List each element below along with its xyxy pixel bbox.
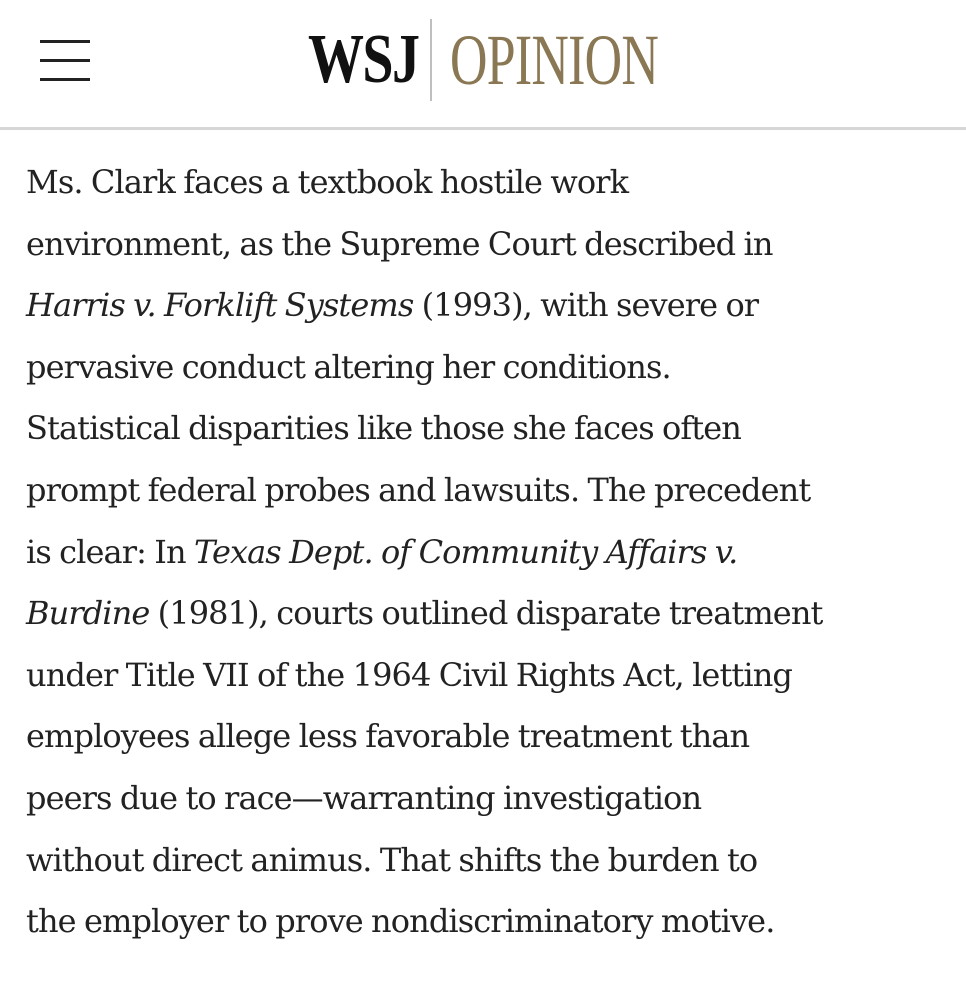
paragraph-line: pervasive conduct altering her conditions.: [26, 347, 671, 386]
article-paragraph: [26, 152, 946, 953]
paragraph-line: under Title VII of the 1964 Civil Rights Act, letting: [26, 655, 792, 694]
case-name-harris: Harris v. Forklift Systems: [26, 286, 414, 325]
paragraph-line: employees allege less favorable treatment than: [26, 717, 750, 756]
logo-section-opinion: OPINION: [450, 20, 659, 100]
paragraph-line: without direct animus. That shifts the burden to: [26, 840, 758, 879]
paragraph-line: [26, 522, 946, 584]
paragraph-line-rest: (1981), courts outlined disparate treatment: [149, 594, 823, 633]
paragraph-line: environment, as the Supreme Court described in: [26, 224, 773, 263]
paragraph-line: Ms. Clark faces a textbook hostile work: [26, 163, 629, 201]
app-header: [0, 0, 966, 130]
paragraph-line: prompt federal probes and lawsuits. The precedent: [26, 470, 811, 509]
case-name-texas-dept: Texas Dept. of Community Affairs v.: [193, 532, 738, 571]
paragraph-line: the employer to prove nondiscriminatory motive.: [26, 902, 775, 941]
logo-wsj: WSJ: [308, 21, 419, 98]
paragraph-line-rest: (1993), with severe or: [413, 286, 759, 325]
paragraph-line-lead: is clear: In: [26, 532, 194, 571]
paragraph-line: [26, 275, 946, 337]
article-body: [26, 152, 946, 953]
paragraph-line: peers due to race—warranting investigation: [26, 778, 702, 817]
menu-button[interactable]: [40, 40, 90, 82]
wsj-opinion-logo[interactable]: [308, 18, 680, 102]
paragraph-line: Statistical disparities like those she faces often: [26, 409, 742, 448]
logo-divider: [430, 19, 432, 101]
paragraph-line: [26, 583, 946, 645]
case-name-burdine: Burdine: [26, 594, 150, 633]
